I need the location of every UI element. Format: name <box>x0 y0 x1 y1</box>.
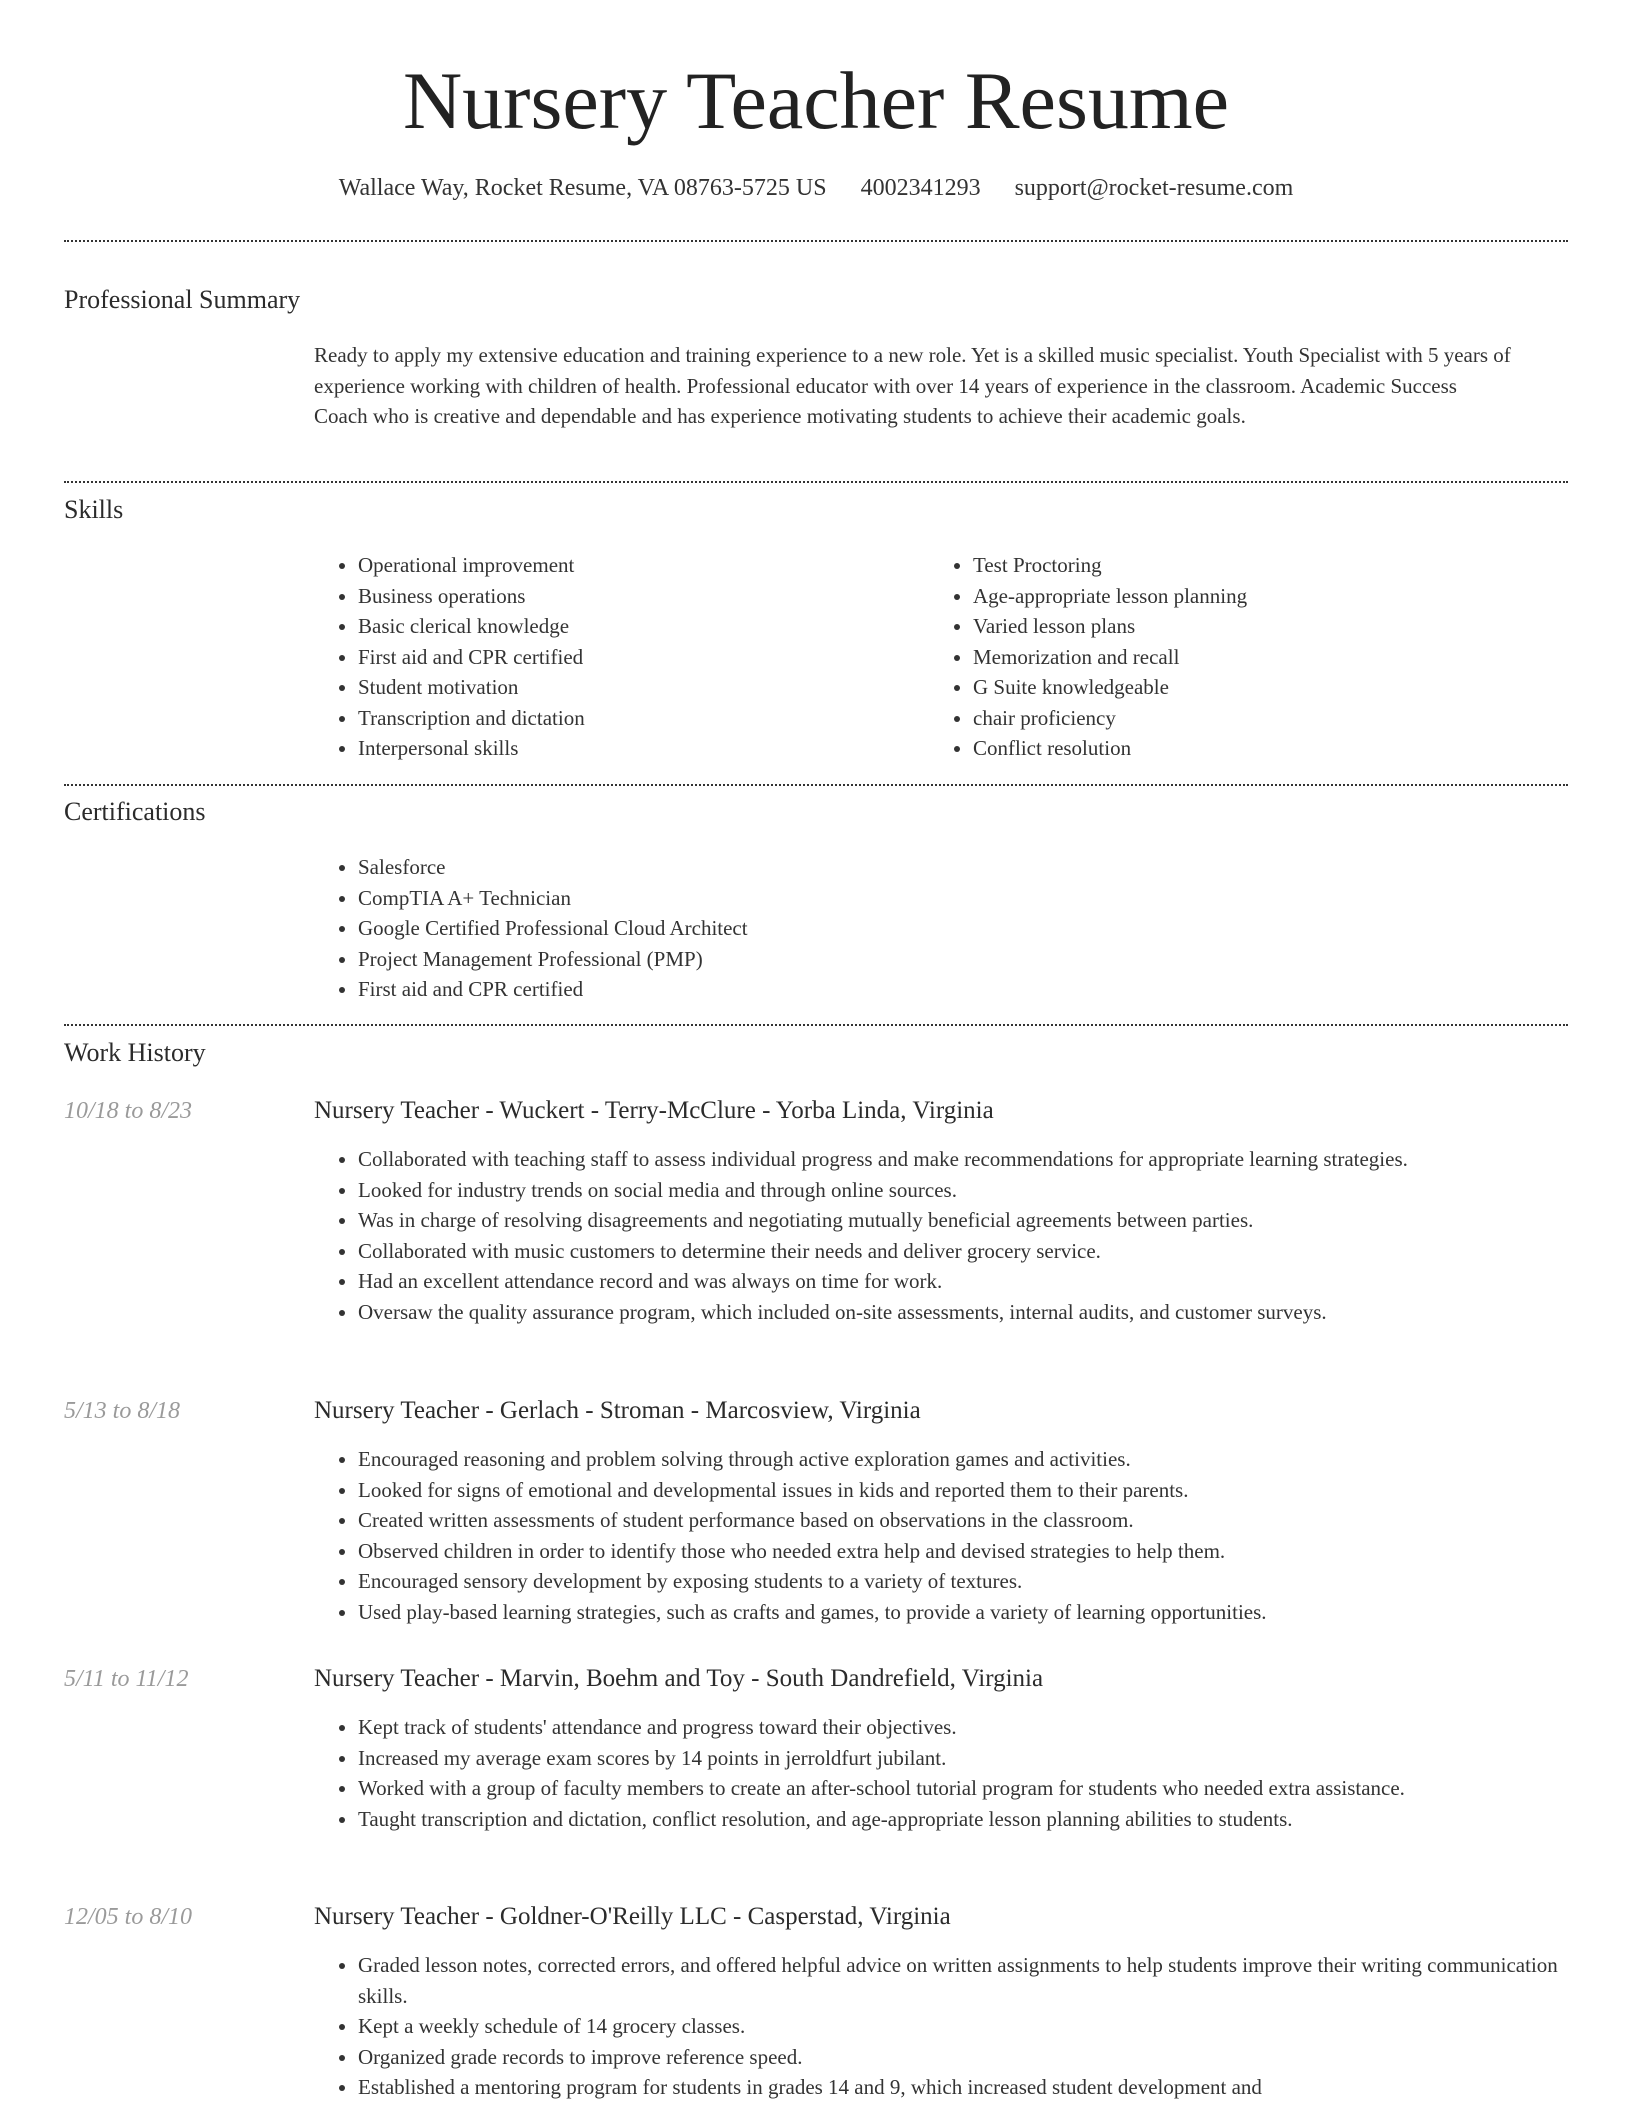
job-bullets <box>314 1144 1578 1327</box>
job-bullet: • Observed children in order to identify those who needed extra help and devised strategies to help them. <box>358 1536 1578 1567</box>
job-dates: 10/18 to 8/23 <box>64 1098 193 1124</box>
job-bullet: • Encouraged reasoning and problem solving through active exploration games and activities. <box>358 1444 1578 1475</box>
skill-item: • First aid and CPR certified <box>358 642 918 673</box>
skills-list-left <box>314 550 918 764</box>
certification-item: • Google Certified Professional Cloud Architect <box>358 913 1558 944</box>
job-title: Nursery Teacher - Wuckert - Terry-McClure - Yorba Linda, Virginia <box>314 1097 994 1124</box>
skill-item: • Test Proctoring <box>973 550 1533 581</box>
job-bullet: • Worked with a group of faculty members to create an after-school tutorial program for students who needed extra assistance. <box>358 1773 1578 1804</box>
job-bullet: • Looked for signs of emotional and developmental issues in kids and reported them to their parents. <box>358 1475 1578 1506</box>
contact-phone: 4002341293 <box>860 175 981 201</box>
job-bullet: • Kept a weekly schedule of 14 grocery classes. <box>358 2011 1578 2042</box>
job-bullet: • Encouraged sensory development by exposing students to a variety of textures. <box>358 1566 1578 1597</box>
certification-item: • Salesforce <box>358 852 1558 883</box>
job-bullet: • Collaborated with teaching staff to assess individual progress and make recommendations for appropriate learning strategies. <box>358 1144 1578 1175</box>
section-divider <box>64 240 1568 242</box>
certification-item: • CompTIA A+ Technician <box>358 883 1558 914</box>
job-bullet: • Was in charge of resolving disagreements and negotiating mutually beneficial agreements between parties. <box>358 1205 1578 1236</box>
skill-item: • chair proficiency <box>973 703 1533 734</box>
section-title-certifications: Certifications <box>64 797 206 826</box>
skill-item: • Interpersonal skills <box>358 733 918 764</box>
job-bullet: • Used play-based learning strategies, such as crafts and games, to provide a variety of learning opportunities. <box>358 1597 1578 1628</box>
resume-title: Nursery Teacher Resume <box>402 55 1230 146</box>
certification-item: • First aid and CPR certified <box>358 974 1558 1005</box>
certification-item: • Project Management Professional (PMP) <box>358 944 1558 975</box>
section-title-skills: Skills <box>64 495 124 524</box>
skill-item: • G Suite knowledgeable <box>973 672 1533 703</box>
job-dates: 12/05 to 8/10 <box>64 1904 193 1930</box>
section-title-work-history: Work History <box>64 1038 206 1067</box>
skills-list-right <box>929 550 1533 764</box>
job-bullet: • Had an excellent attendance record and was always on time for work. <box>358 1266 1578 1297</box>
skill-item: • Transcription and dictation <box>358 703 918 734</box>
certifications-list <box>314 852 1558 1005</box>
job-bullet: • Looked for industry trends on social media and through online sources. <box>358 1175 1578 1206</box>
contact-line <box>0 170 1632 206</box>
summary-text: Ready to apply my extensive education and training experience to a new role. Yet is a skilled music specialist. Youth Specialist with 5 years of experience working with children of health. Professional educator with over 14 years of experience in the classroom. Academic Success Coach who is creative and dependable and has experience motivating students to achieve their academic goals. <box>314 343 1511 428</box>
skill-item: • Memorization and recall <box>973 642 1533 673</box>
job-dates: 5/13 to 8/18 <box>64 1398 181 1424</box>
job-title: Nursery Teacher - Gerlach - Stroman - Marcosview, Virginia <box>314 1397 921 1424</box>
job-bullets <box>314 1444 1578 1627</box>
job-bullets <box>314 1950 1578 2103</box>
job-bullet: • Created written assessments of student performance based on observations in the classroom. <box>358 1505 1578 1536</box>
section-divider <box>64 784 1568 786</box>
skill-item: • Age-appropriate lesson planning <box>973 581 1533 612</box>
skill-item: • Business operations <box>358 581 918 612</box>
section-title-summary: Professional Summary <box>64 285 301 314</box>
job-bullet: • Kept track of students' attendance and progress toward their objectives. <box>358 1712 1578 1743</box>
skill-item: • Basic clerical knowledge <box>358 611 918 642</box>
job-bullet: • Increased my average exam scores by 14 points in jerroldfurt jubilant. <box>358 1743 1578 1774</box>
job-bullet: • Established a mentoring program for students in grades 14 and 9, which increased student development and <box>358 2072 1578 2103</box>
job-title: Nursery Teacher - Marvin, Boehm and Toy - South Dandrefield, Virginia <box>314 1665 1044 1692</box>
job-bullets <box>314 1712 1578 1834</box>
contact-address: Wallace Way, Rocket Resume, VA 08763-5725 US <box>338 175 827 201</box>
section-divider <box>64 481 1568 483</box>
contact-email: support@rocket-resume.com <box>1014 175 1294 201</box>
job-bullet: • Graded lesson notes, corrected errors, and offered helpful advice on written assignments to help students improve their writing communication skills. <box>358 1950 1578 2011</box>
section-divider <box>64 1024 1568 1026</box>
job-bullet: • Collaborated with music customers to determine their needs and deliver grocery service. <box>358 1236 1578 1267</box>
job-bullet: • Organized grade records to improve reference speed. <box>358 2042 1578 2073</box>
skill-item: • Operational improvement <box>358 550 918 581</box>
job-bullet: • Taught transcription and dictation, conflict resolution, and age-appropriate lesson planning abilities to students. <box>358 1804 1578 1835</box>
job-dates: 5/11 to 11/12 <box>64 1666 189 1692</box>
job-bullet: • Oversaw the quality assurance program, which included on-site assessments, internal audits, and customer surveys. <box>358 1297 1578 1328</box>
job-title: Nursery Teacher - Goldner-O'Reilly LLC - Casperstad, Virginia <box>314 1903 951 1930</box>
skill-item: • Conflict resolution <box>973 733 1533 764</box>
skill-item: • Varied lesson plans <box>973 611 1533 642</box>
skill-item: • Student motivation <box>358 672 918 703</box>
